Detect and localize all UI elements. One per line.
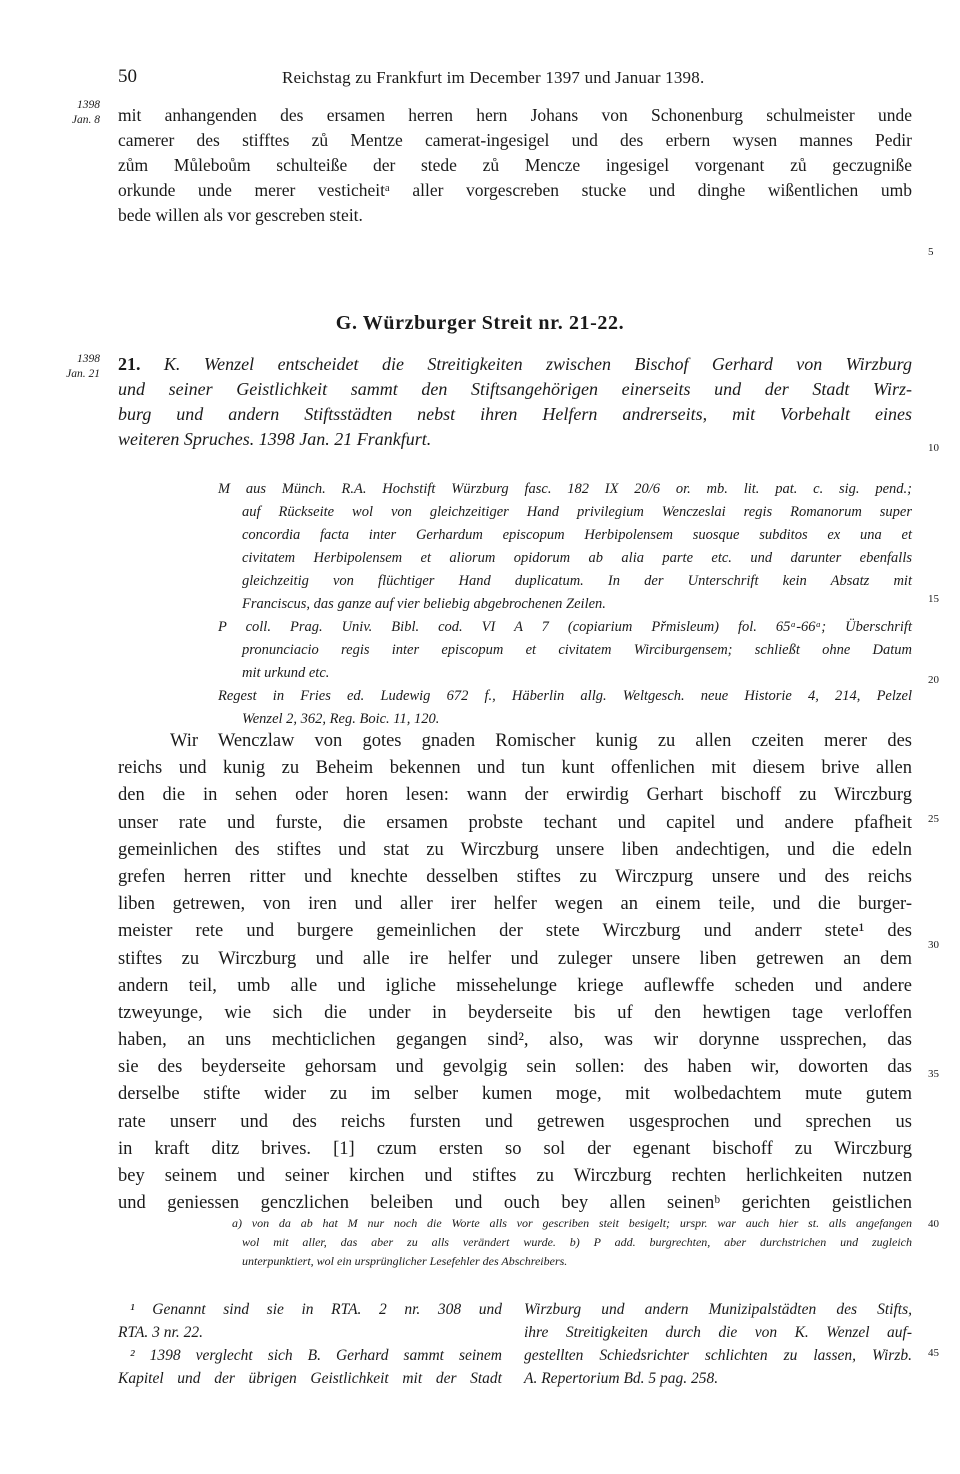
main-text-line: Wir Wenczlaw von gotes gnaden Romischer kunig zu allen czeiten merer des bbox=[170, 731, 912, 751]
text-line: orkunde unde merer vesticheitᵃ aller vorgescreben stucke und dinghe wißentlichen umb bbox=[118, 180, 912, 200]
main-text-line: grefen herren ritter und knechte desselben stiftes zu Wirczpurg unsere und des reichs bbox=[118, 866, 912, 887]
apparatus-line: wol mit aller, das aber zu alls verändert wurde. b) P add. burgrechten, aber durchstrichen und zugleich bbox=[242, 1235, 912, 1249]
running-head: Reichstag zu Frankfurt im December 1397 und Januar 1398. bbox=[282, 68, 705, 87]
footnote-line: ihre Streitigkeiten durch die von K. Wenzel auf- bbox=[524, 1324, 912, 1341]
page-number: 50 bbox=[118, 66, 137, 87]
apparatus-line: unterpunktiert, wol ein ursprünglicher Lesefehler des Abschreibers. bbox=[242, 1254, 568, 1268]
source-line: pronunciacio regis inter episcopum et civitatem Wirciburgensem; schließt ohne Datum bbox=[242, 642, 912, 658]
line-number: 35 bbox=[928, 1068, 939, 1080]
main-text-line: und geniessen genczlichen beleiben und ouch bey allen seinenᵇ gerichten geistlichen bbox=[118, 1193, 912, 1214]
apparatus-line: a) von da ab hat M nur noch die Worte alls vor gescriben steit besigelt; urspr. war auch hier st. alls angefangen bbox=[232, 1216, 912, 1230]
source-line: auf Rückseite wol von gleichzeitiger Hand privilegium Wenczeslai regis Romanorum super bbox=[242, 504, 912, 520]
footnote-line: ¹ Genannt sind sie in RTA. 2 nr. 308 und bbox=[130, 1301, 502, 1318]
line-number: 20 bbox=[928, 674, 939, 686]
line-number: 10 bbox=[928, 442, 939, 454]
footnote-line: ² 1398 verglecht sich B. Gerhard sammt seinem bbox=[130, 1347, 502, 1364]
source-line: mit urkund etc. bbox=[242, 665, 330, 681]
regest-line-text: K. Wenzel entscheidet die Streitigkeiten zwischen Bischof Gerhard von Wirzburg bbox=[163, 354, 913, 374]
main-text-line: gemeinlichen des stiftes und stat zu Wirczburg unsere liben andechtigen, und die edeln bbox=[118, 839, 912, 860]
main-text-line: liben getrewen, von iren und aller irer helfer wegen an einem teile, und die burger- bbox=[118, 894, 912, 915]
main-text-line: den die in sehen oder horen lesen: wann der erwirdig Gerhart bischoff zu Wirczburg bbox=[118, 785, 912, 806]
margin-date-top bbox=[58, 98, 100, 128]
main-text-line: stiftes zu Wirczburg und alle ire helfer und zuleger unsere liben getrewen an dem bbox=[118, 948, 912, 969]
regest-line: weiteren Spruches. 1398 Jan. 21 Frankfurt. bbox=[118, 429, 432, 449]
main-text-line: rate unserr und des reichs fursten und getrewen usgesprochen und sprechen us bbox=[118, 1111, 912, 1132]
line-number: 45 bbox=[928, 1347, 939, 1359]
apparatus-notes bbox=[232, 1214, 912, 1271]
text-line: camerer des stifftes zů Mentze camerat-ingesigel und des erbern wysen mannes Pedir bbox=[118, 130, 912, 150]
footnote-line: RTA. 3 nr. 22. bbox=[118, 1324, 203, 1341]
main-text-line: derselbe stifte wider zu im selber kumen moge, mit wolbedachtem mute gutem bbox=[118, 1084, 912, 1105]
footnotes-left-column bbox=[118, 1298, 502, 1390]
source-line: Wenzel 2, 362, Reg. Boic. 11, 120. bbox=[242, 711, 440, 727]
line-number: 25 bbox=[928, 813, 939, 825]
main-text-line: in kraft ditz brives. [1] czum ersten so sol der egenant bischoff zu Wirczburg bbox=[118, 1138, 912, 1159]
text-line: zům Můleboům schulteiße der stede zů Mencze ingesigel vorgenant zů geczugniße bbox=[118, 155, 912, 175]
opening-paragraph bbox=[118, 103, 912, 228]
source-line: concordia facta inter Gerhardum episcopum Herbipolensem suosque subditos ex una et bbox=[242, 527, 912, 543]
source-line: P coll. Prag. Univ. Bibl. cod. VI A 7 (copiarium Přmisleum) fol. 65ᵃ-66ᵃ; Überschrift bbox=[218, 619, 912, 635]
document-regest bbox=[118, 352, 912, 452]
line-number: 15 bbox=[928, 593, 939, 605]
margin-date-year: 1398 bbox=[77, 99, 100, 111]
footnote-line: gestellten Schiedsrichter schlichten zu lassen, Wirzb. bbox=[524, 1347, 912, 1364]
text-line: mit anhangenden des ersamen herren hern Johans von Schonenburg schulmeister unde bbox=[118, 105, 912, 125]
main-text bbox=[118, 728, 912, 1217]
regest-line bbox=[118, 352, 912, 377]
main-text-line: haben, an uns mechticlichen gegangen sind², also, was wir dorynne ussprechen, das bbox=[118, 1030, 912, 1051]
document-number: 21. bbox=[118, 354, 141, 374]
main-text-line: unser rate und furste, die ersamen probste techant und capitel und andere pfafheit bbox=[118, 812, 912, 833]
main-text-line: tzweyunge, wie sich die under in beyderseite bis uf den hewtigen tage verloffen bbox=[118, 1002, 912, 1023]
source-line: gleichzeitig von flüchtiger Hand duplicatum. In der Unterschrift kein Absatz mit bbox=[242, 573, 912, 589]
line-number: 30 bbox=[928, 939, 939, 951]
main-text-line: bey seinem und seiner kirchen und stiftes zu Wirczburg rechten herlichkeiten nutzen bbox=[118, 1166, 912, 1186]
source-line: Franciscus, das ganze auf vier beliebig abgebrochenen Zeilen. bbox=[242, 596, 606, 612]
regest-line: burg und andern Stiftsstädten nebst ihren Helfern andrerseits, mit Vorbehalt eines bbox=[118, 404, 912, 424]
source-line: Regest in Fries ed. Ludewig 672 f., Häberlin allg. Weltgesch. neue Historie 4, 214, Pelzel bbox=[218, 688, 912, 704]
main-text-line: meister rete und burgere gemeinlichen der stete Wirczburg und anderr stete¹ des bbox=[118, 921, 912, 942]
margin-date-year: 1398 bbox=[77, 353, 100, 365]
footnote-line: Kapitel und der übrigen Geistlichkeit mit der Stadt bbox=[118, 1370, 502, 1387]
source-line: civitatem Herbipolensem et aliorum opidorum ab alia parte etc. und darunter ebenfalls bbox=[242, 550, 912, 566]
section-heading: G. Würzburger Streit nr. 21-22. bbox=[335, 312, 625, 334]
main-text-line: andern teil, umb alle und igliche missehelunge kriege auflewffe scheden und andere bbox=[118, 975, 912, 996]
source-line: M aus Münch. R.A. Hochstift Würzburg fasc. 182 IX 20/6 or. mb. lit. pat. c. sig. pend.; bbox=[218, 481, 912, 497]
line-number: 40 bbox=[928, 1218, 939, 1230]
margin-date-day: Jan. 21 bbox=[66, 368, 100, 380]
main-text-line: sie des beyderseite gehorsam und gevolgig sein sollen: des haben wir, doworten das bbox=[118, 1057, 912, 1078]
footnotes-right-column bbox=[524, 1298, 912, 1390]
footnote-line: Wirzburg und andern Munizipalstädten des Stifts, bbox=[524, 1301, 912, 1318]
line-number: 5 bbox=[928, 246, 934, 258]
margin-date-day: Jan. 8 bbox=[71, 114, 100, 126]
margin-date-doc bbox=[58, 352, 100, 382]
text-line: bede willen als vor gescreben steit. bbox=[118, 205, 363, 225]
regest-line: und seiner Geistlichkeit sammt den Stiftsangehörigen einerseits und der Stadt Wirz- bbox=[118, 379, 912, 399]
main-text-line: reichs und kunig zu Beheim bekennen und tun kunt offenlichen mit diesem brive allen bbox=[118, 758, 912, 779]
footnote-line: A. Repertorium Bd. 5 pag. 258. bbox=[524, 1370, 719, 1387]
source-description bbox=[218, 478, 912, 731]
